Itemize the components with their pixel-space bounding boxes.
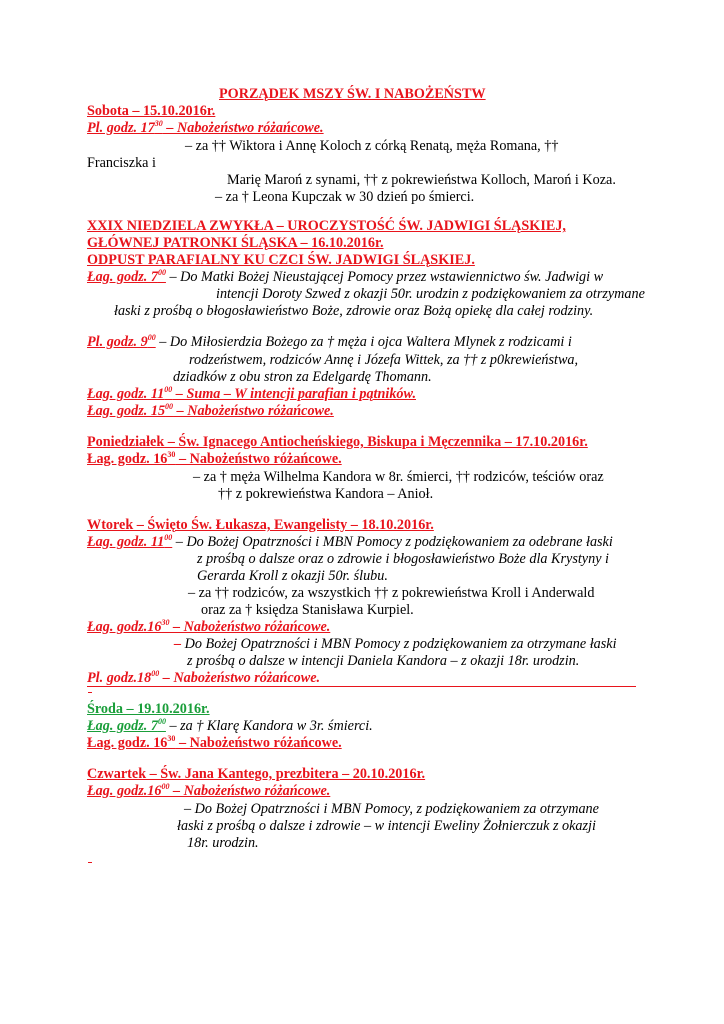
time-minutes: 30 xyxy=(154,119,163,128)
time-minutes: 00 xyxy=(151,669,160,678)
intention-text: Do Bożej Opatrzności i MBN Pomocy z podziękowaniem za otrzymane łaski xyxy=(181,636,617,652)
mass-time xyxy=(87,269,166,285)
time-description: – Nabożeństwo różańcowe. xyxy=(175,451,342,467)
mass-entry-rosary xyxy=(87,735,342,752)
saturday-heading: Sobota – 15.10.2016r. xyxy=(87,103,216,119)
mass-time xyxy=(87,451,175,467)
intention-line: z prośbą o dalsze w intencji Daniela Kandora – z okazji 18r. urodzin. xyxy=(187,653,580,669)
intention-text: – Do Bożej Opatrzności i MBN Pomocy z podziękowaniem za odebrane łaski xyxy=(172,534,613,550)
time-label: Łag. godz.16 xyxy=(87,783,162,799)
time-label: Pl. godz.18 xyxy=(87,670,152,686)
mass-entry-rosary xyxy=(87,403,334,420)
intention-text: – Do Matki Bożej Nieustającej Pomocy przez wstawiennictwo św. Jadwigi w xyxy=(165,269,604,285)
saturday-rosary-time xyxy=(87,120,324,137)
time-label: Łag. godz.16 xyxy=(87,619,162,635)
intention-text: – Do Miłosierdzia Bożego za † męża i ojca Waltera Mlynek z rodzicami i xyxy=(155,334,572,350)
intention-text: – za † Klarę Kandora w 3r. śmierci. xyxy=(165,718,373,734)
mass-entry-suma xyxy=(87,386,416,403)
intention-line: – za † Leona Kupczak w 30 dzień po śmierci. xyxy=(215,189,475,205)
time-label: Łag. godz. 11 xyxy=(87,534,165,550)
intention-line: †† z pokrewieństwa Kandora – Anioł. xyxy=(218,486,434,502)
intention-line: intencji Doroty Szwed z okazji 50r. urodzin z podziękowaniem za otrzymane xyxy=(216,286,645,302)
mass-entry xyxy=(87,534,613,551)
mass-time xyxy=(87,783,169,799)
intention-line: Marię Maroń z synami, †† z pokrewieństwa Kolloch, Maroń i Koza. xyxy=(227,172,616,188)
time-minutes: 30 xyxy=(167,734,176,743)
intention-line: oraz za † księdza Stanisława Kurpiel. xyxy=(201,602,414,618)
intention-line: dziadków z obu stron za Edelgardę Thomann. xyxy=(173,369,432,385)
time-minutes: 00 xyxy=(157,717,166,726)
time-label: Pl. godz. 17 xyxy=(87,120,155,136)
time-description: – Nabożeństwo różańcowe. xyxy=(162,120,324,136)
thursday-heading: Czwartek – Św. Jana Kantego, prezbitera – 20.10.2016r. xyxy=(87,766,426,782)
tuesday-heading: Wtorek – Święto Św. Łukasza, Ewangelisty – 18.10.2016r. xyxy=(87,517,434,533)
intention-line: – za †† rodziców, za wszystkich †† z pokrewieństwa Kroll i Anderwald xyxy=(188,585,595,601)
intention-line: – za † męża Wilhelma Kandora w 8r. śmierci, †† rodziców, teściów oraz xyxy=(193,469,604,485)
mass-entry xyxy=(87,718,373,735)
intention-text: – Suma – W intencji parafian i pątników. xyxy=(172,386,416,402)
intention-line: rodzeństwem, rodziców Annę i Józefa Wittek, za †† z p0krewieństwa, xyxy=(189,352,579,368)
time-label: Łag. godz. 16 xyxy=(87,735,168,751)
sunday-heading-1: XXIX NIEDZIELA ZWYKŁA – UROCZYSTOŚĆ ŚW. JADWIGI ŚLĄSKIEJ, xyxy=(87,218,566,234)
intention-text: – Nabożeństwo różańcowe. xyxy=(173,403,334,419)
time-minutes: 00 xyxy=(164,533,173,542)
time-description: – Nabożeństwo różańcowe. xyxy=(169,783,331,799)
time-minutes: 00 xyxy=(165,402,174,411)
time-label: Pl. godz. 9 xyxy=(87,334,148,350)
intention-line: łaski z prośbą o dalsze i zdrowie – w intencji Eweliny Żołnierczuk z okazji xyxy=(177,818,596,834)
intention-line: Franciszka i xyxy=(87,155,156,171)
mass-entry-rosary xyxy=(87,619,330,636)
intention-text: – Nabożeństwo różańcowe. xyxy=(169,619,331,635)
time-minutes: 00 xyxy=(161,782,170,791)
time-label: Łag. godz. 7 xyxy=(87,718,158,734)
intention-line xyxy=(174,636,617,653)
intention-text: – Nabożeństwo różańcowe. xyxy=(159,670,321,686)
intention-line: z prośbą o dalsze oraz o zdrowie i błogosławieństwo Boże dla Krystyny i xyxy=(197,551,609,567)
mass-time xyxy=(87,534,172,550)
intention-line: Gerarda Kroll z okazji 50r. ślubu. xyxy=(197,568,388,584)
time-label: Łag. godz. 7 xyxy=(87,269,158,285)
time-minutes: 30 xyxy=(161,618,170,627)
sunday-heading-3: ODPUST PARAFIALNY KU CZCI ŚW. JADWIGI ŚLĄSKIEJ. xyxy=(87,252,475,268)
thursday-rosary-time xyxy=(87,783,330,800)
mass-time xyxy=(87,334,156,350)
mass-time xyxy=(87,718,166,734)
stray-mark xyxy=(88,692,92,693)
page-title: PORZĄDEK MSZY ŚW. I NABOŻEŃSTW xyxy=(219,86,486,102)
wednesday-heading: Środa – 19.10.2016r. xyxy=(87,701,210,717)
monday-heading: Poniedziałek – Św. Ignacego Antiocheńskiego, Biskupa i Męczennika – 17.10.2016r. xyxy=(87,434,588,450)
mass-entry-evening xyxy=(87,670,636,687)
sunday-heading-2: GŁÓWNEJ PATRONKI ŚLĄSKA – 16.10.2016r. xyxy=(87,235,384,251)
time-minutes: 00 xyxy=(147,333,156,342)
mass-entry xyxy=(87,334,572,351)
stray-mark xyxy=(88,862,92,863)
intention-line: – za †† Wiktora i Annę Koloch z córką Renatą, męża Romana, †† xyxy=(185,138,559,154)
time-minutes: 00 xyxy=(164,385,173,394)
intention-line: – Do Bożej Opatrzności i MBN Pomocy, z podziękowaniem za otrzymane xyxy=(184,801,599,817)
time-label: Łag. godz. 11 xyxy=(87,386,165,402)
intention-line: łaski z prośbą o błogosławieństwo Boże, zdrowie oraz Bożą opiekę dla całej rodziny. xyxy=(114,303,594,319)
time-label: Łag. godz. 15 xyxy=(87,403,166,419)
time-minutes: 00 xyxy=(157,268,166,277)
time-minutes: 30 xyxy=(167,450,176,459)
mass-entry xyxy=(87,269,603,286)
intention-text: – Nabożeństwo różańcowe. xyxy=(175,735,342,751)
dash-mark: – xyxy=(174,636,182,652)
intention-line: 18r. urodzin. xyxy=(187,835,259,851)
monday-rosary-time xyxy=(87,451,342,468)
time-label: Łag. godz. 16 xyxy=(87,451,168,467)
